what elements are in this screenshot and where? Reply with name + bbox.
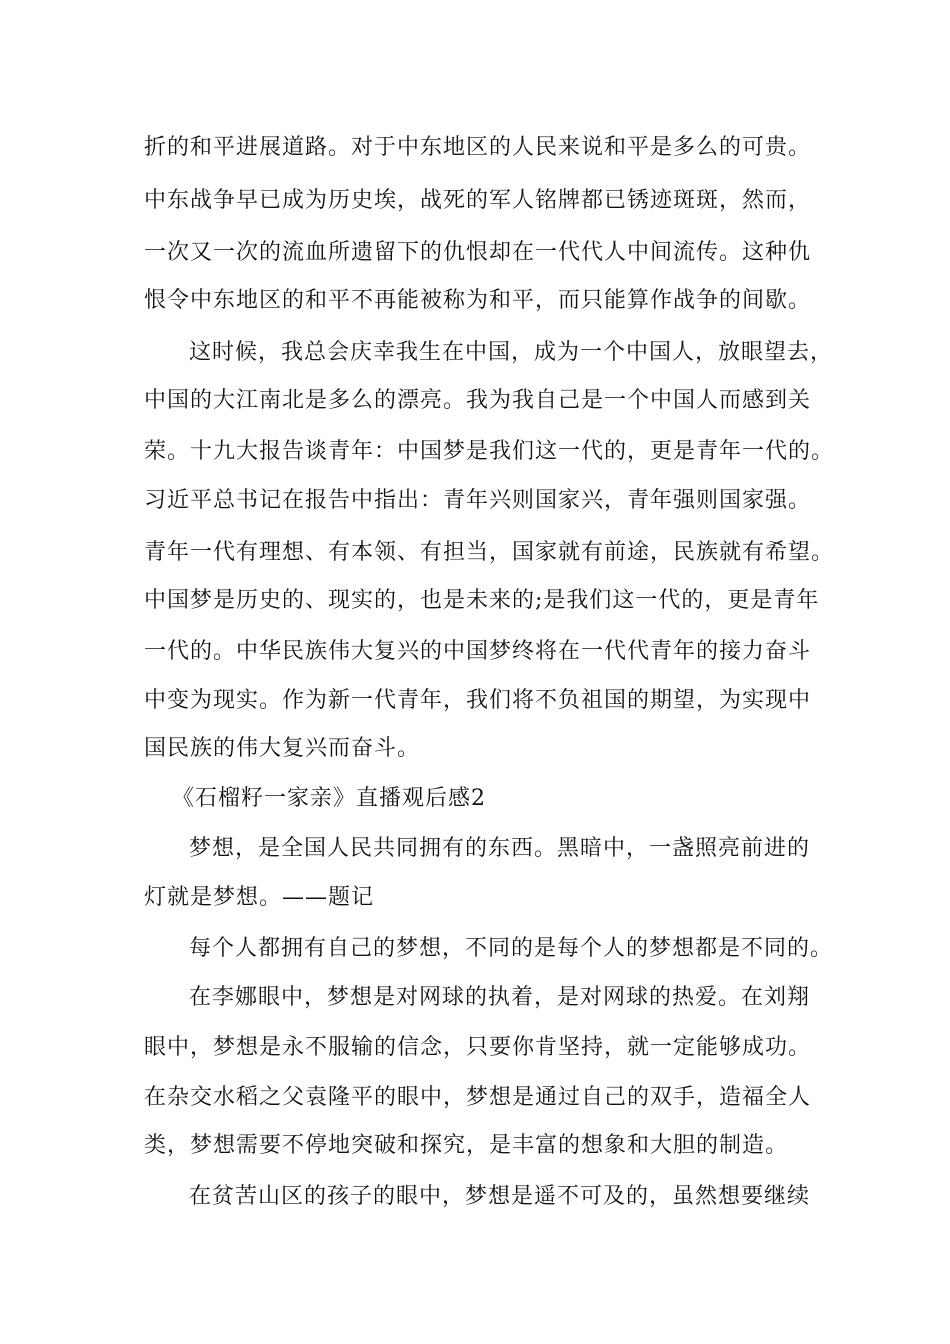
text-line: 习近平总书记在报告中指出：青年兴则国家兴，青年强则国家强。 xyxy=(144,488,812,513)
text-line: 中国梦是历史的、现实的，也是未来的;是我们这一代的，更是青年 xyxy=(144,588,820,613)
text-line: 中变为现实。作为新一代青年，我们将不负祖国的期望，为实现中 xyxy=(144,688,812,713)
text-line: 中国的大江南北是多么的漂亮。我为我自己是一个中国人而感到关 xyxy=(144,388,812,413)
text-line: 一代的。中华民族伟大复兴的中国梦终将在一代代青年的接力奋斗 xyxy=(144,639,812,664)
text-line: 折的和平进展道路。对于中东地区的人民来说和平是多么的可贵。 xyxy=(144,135,812,160)
text-line: 恨令中东地区的和平不再能被称为和平，而只能算作战争的间歇。 xyxy=(144,288,812,313)
text-line: 一次又一次的流血所遗留下的仇恨却在一代代人中间流传。这种仇 xyxy=(144,240,812,265)
text-line: 荣。十九大报告谈青年：中国梦是我们这一代的，更是青年一代的。 xyxy=(144,439,835,464)
text-line: 中东战争早已成为历史埃，战死的军人铭牌都已锈迹斑斑，然而， xyxy=(144,188,812,213)
text-line: 灯就是梦想。——题记 xyxy=(144,885,375,910)
text-line: 青年一代有理想、有本领、有担当，国家就有前途，民族就有希望。 xyxy=(144,540,835,565)
text-line: 类，梦想需要不停地突破和探究，是丰富的想象和大胆的制造。 xyxy=(144,1133,789,1158)
paragraph-first-line: 这时候，我总会庆幸我生在中国，成为一个中国人，放眼望去， xyxy=(189,340,834,365)
paragraph-first-line: 每个人都拥有自己的梦想，不同的是每个人的梦想都是不同的。 xyxy=(189,936,834,961)
text-line: 眼中，梦想是永不服输的信念，只要你肯坚持，就一定能够成功。 xyxy=(144,1035,812,1060)
paragraph-first-line: 梦想，是全国人民共同拥有的东西。黑暗中，一盏照亮前进的 xyxy=(189,836,811,861)
text-line: 国民族的伟大复兴而奋斗。 xyxy=(144,736,421,761)
paragraph-first-line: 在贫苦山区的孩子的眼中，梦想是遥不可及的，虽然想要继续 xyxy=(189,1184,811,1209)
section-heading: 《石榴籽一家亲》直播观后感2 xyxy=(172,786,486,811)
paragraph-first-line: 在李娜眼中，梦想是对网球的执着，是对网球的热爱。在刘翔 xyxy=(189,985,811,1010)
text-line: 在杂交水稻之父袁隆平的眼中，梦想是通过自己的双手，造福全人 xyxy=(144,1085,812,1110)
